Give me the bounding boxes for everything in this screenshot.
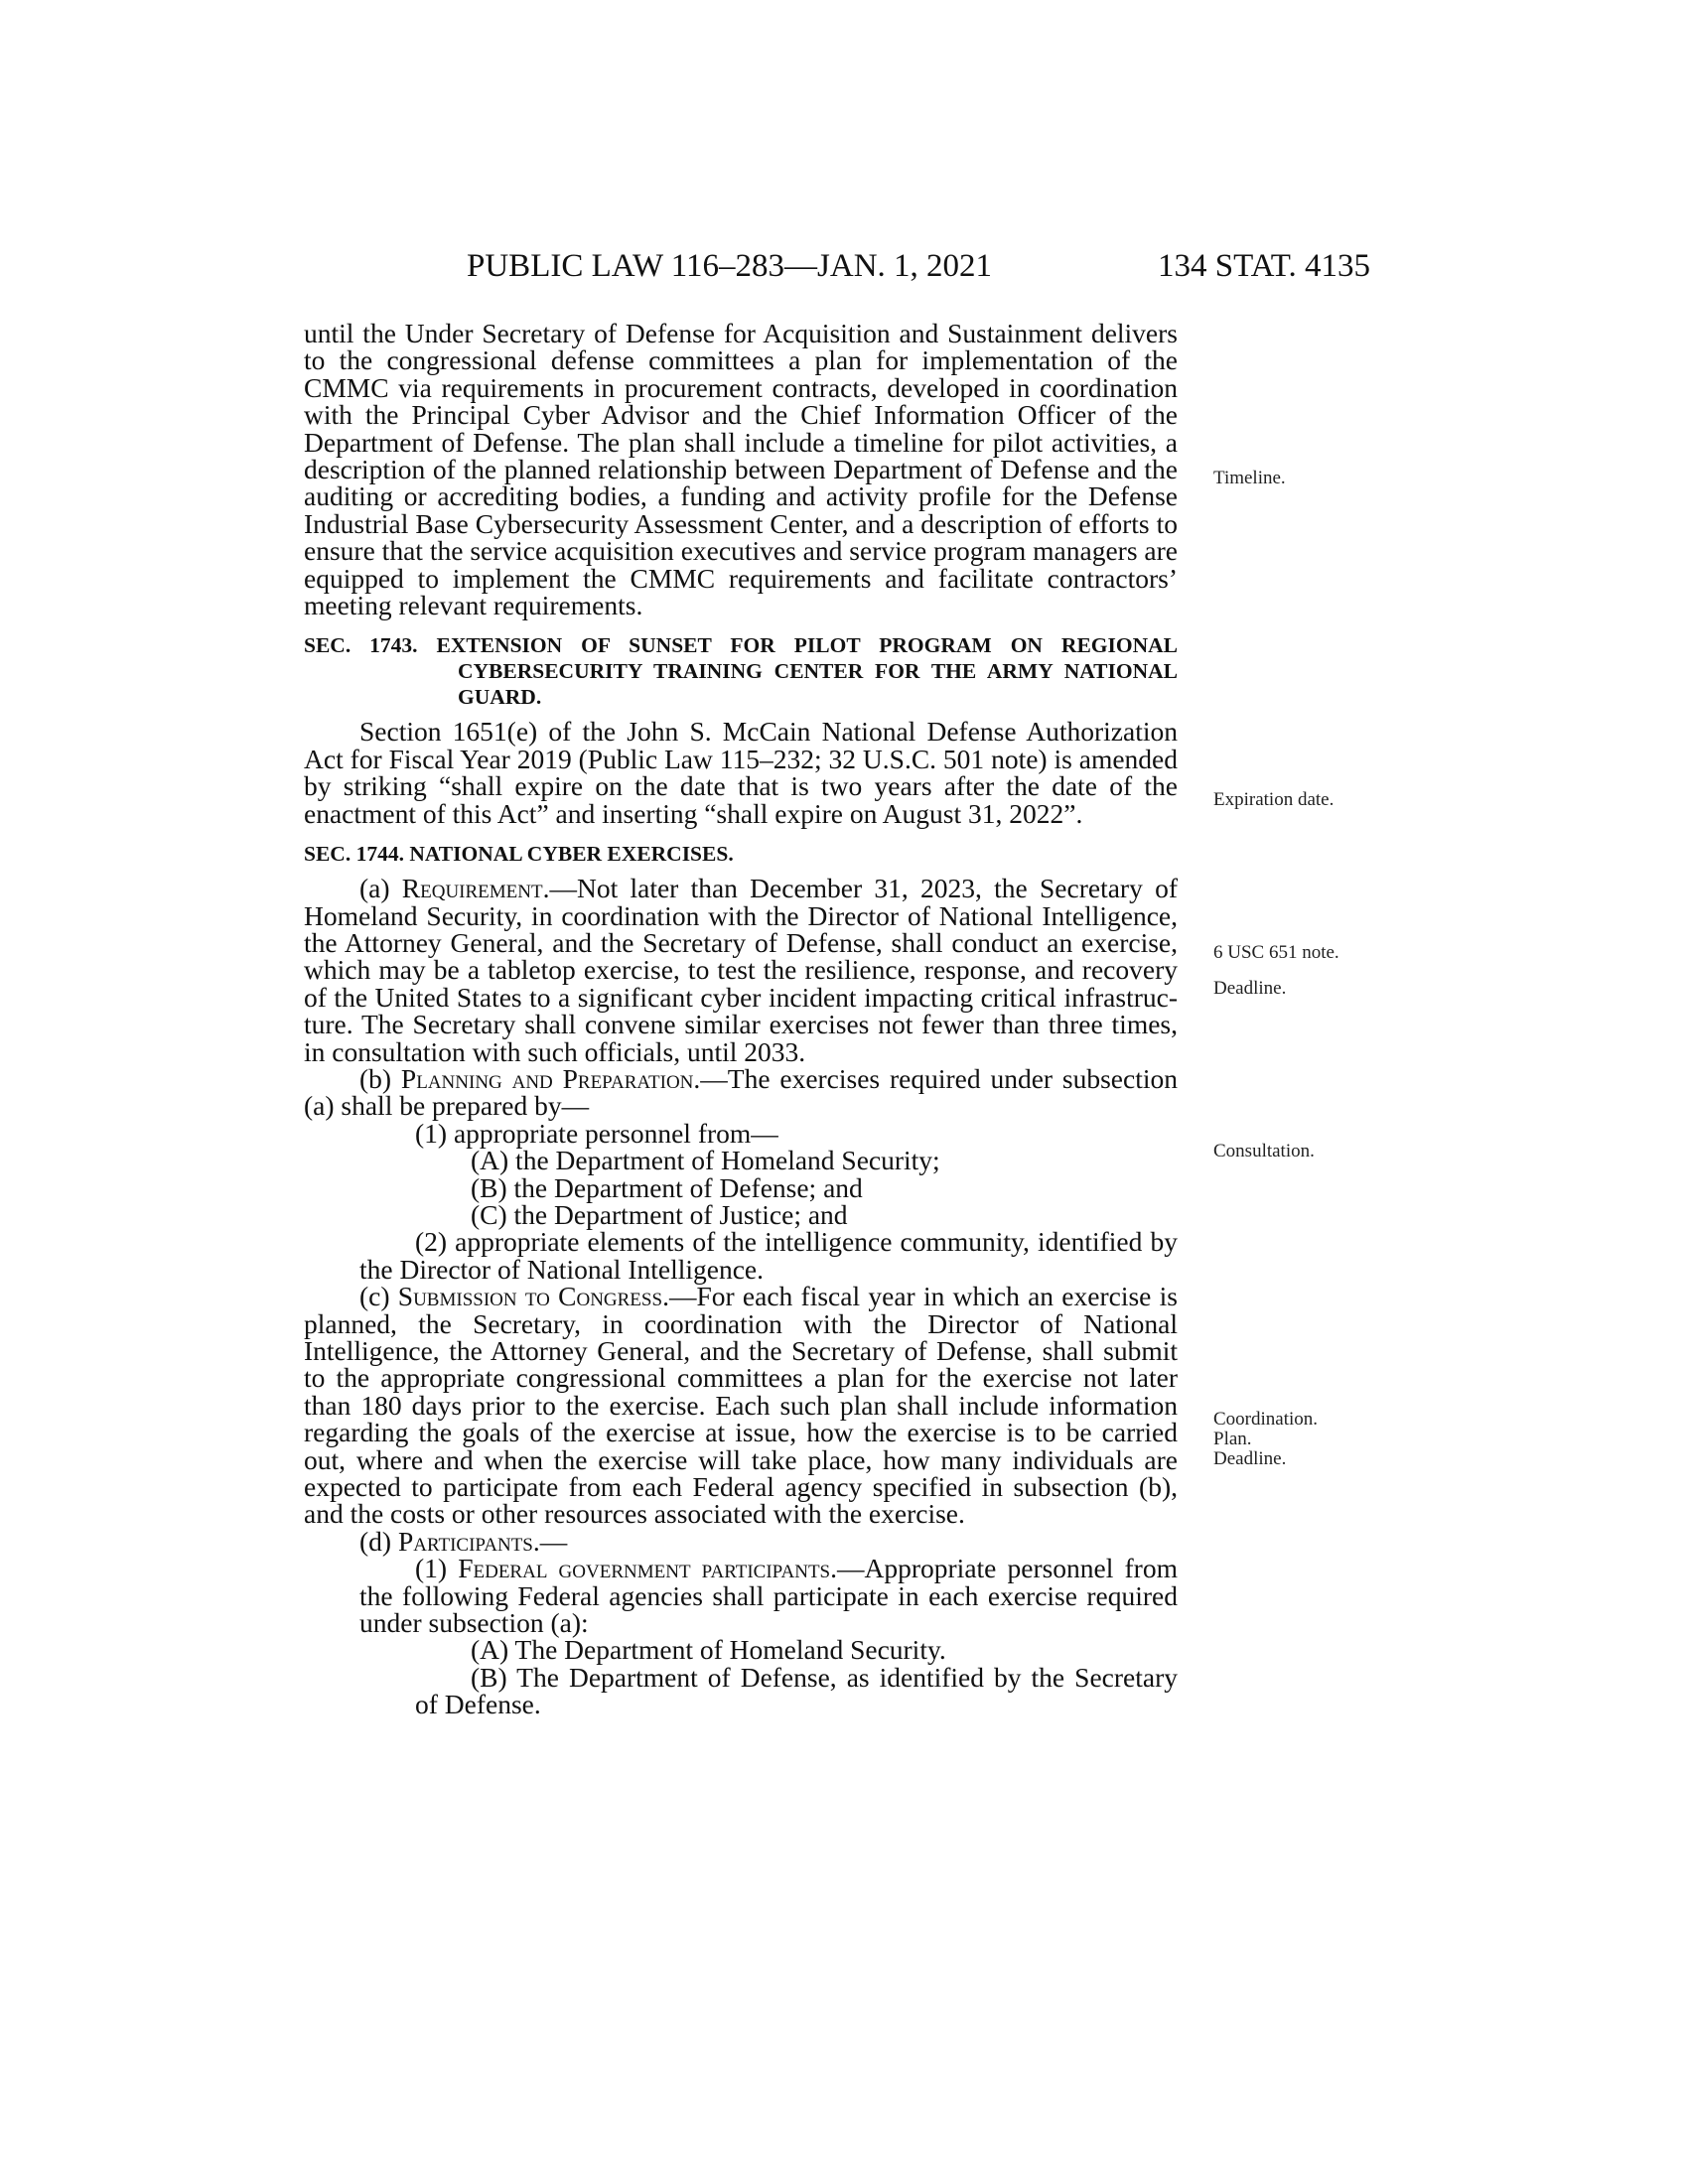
margin-note-consultation: Consultation. [1213, 1141, 1315, 1161]
page-header [467, 248, 1370, 288]
paragraph-b1b: (B) the Department of Defense; and [471, 1171, 863, 1203]
margin-note-usc: 6 USC 651 note. [1213, 942, 1339, 963]
paragraph-d1-text: .—Appropriate personnel from the following Federal agencies shall participate in each exercise required under subsection (a): [359, 1553, 1178, 1639]
paragraph-b1a: (A) the Department of Homeland Security; [471, 1145, 940, 1176]
subsection-d [304, 1525, 1178, 1557]
subsection-d-heading: Participants [397, 1525, 533, 1557]
subsection-d-label: (d) [359, 1525, 398, 1557]
margin-note-timeline: Timeline. [1213, 468, 1286, 488]
paragraph-b2: (2) appropriate elements of the intelligence community, identified by the Director of National Intelligence. [359, 1226, 1178, 1285]
section-1744-heading: SEC. 1744. NATIONAL CYBER EXERCISES. [304, 842, 734, 867]
subsection-b [304, 1062, 1178, 1122]
subsection-a-text: .—Not later than December 31, 2023, the Secretary of Homeland Security, in coordination with the Director of National Intelligence, the Attorney General, and the Secretary of Defense, shall conduct an exercise, which may be a tabletop exercise, to test the resilience, response, and recovery of the United States to a significant cyber incident impacting critical infrastructure. The Secretary shall convene similar exercises not fewer than three times, in consultation with such officials, until 2033. [304, 873, 1178, 1067]
subsection-d-text: .— [532, 1525, 568, 1557]
subsection-b-heading: Planning and Preparation [400, 1062, 694, 1094]
margin-note-coordination: Coordination. [1213, 1409, 1319, 1430]
subsection-a [304, 875, 1178, 1065]
subsection-a-heading: Requirement [401, 873, 543, 904]
subsection-c-heading: Submission to Congress [397, 1281, 663, 1312]
paragraph-d1b: (B) The Department of Defense, as identified by the Secretary of Defense. [415, 1661, 1178, 1720]
subsection-c-label: (c) [359, 1281, 398, 1312]
paragraph-d1-heading: Federal government participants [458, 1553, 831, 1584]
subsection-b-label: (b) [359, 1062, 401, 1094]
paragraph-b1c: (C) the Department of Justice; and [471, 1198, 848, 1230]
margin-note-plan: Plan. [1213, 1429, 1252, 1449]
paragraph-d1a: (A) The Department of Homeland Security. [471, 1634, 946, 1666]
stat-page-number: 134 STAT. 4135 [1157, 248, 1370, 284]
paragraph-b1: (1) appropriate personnel from— [415, 1117, 778, 1149]
margin-note-expiration-date: Expiration date. [1213, 789, 1335, 810]
margin-note-deadline: Deadline. [1213, 978, 1287, 999]
intro-paragraph: until the Under Secretary of Defense for Acquisition and Sustainment delivers to the congressional defense committees a plan for implementation of the CMMC via requirements in procurement contracts, developed in coordination with the Principal Cyber Advisor and the Chief Information Officer of the Department of Defense. The plan shall include a timeline for pilot activities, a description of the planned relationship between Department of Defense and the auditing or accrediting bodies, a funding and activity profile for the Defense Industrial Base Cybersecurity Assessment Center, and a description of efforts to ensure that the service acquisition executives and service program managers are equipped to implement the CMMC requirements and facilitate contractors’ meeting relevant requirements. [304, 318, 1178, 621]
section-1743-heading: SEC. 1743. EXTENSION OF SUNSET FOR PILOT PROGRAM ON REGIONAL CYBERSECURITY TRAINING CENTER FOR THE ARMY NATIONAL GUARD. [304, 633, 1178, 710]
paragraph-d1 [304, 1553, 1178, 1639]
subsection-a-label: (a) [359, 873, 402, 904]
subsection-b-text: .—The exercises required under subsection (a) shall be prepared by— [304, 1062, 1178, 1122]
body-text [304, 320, 1178, 1718]
public-law-title: PUBLIC LAW 116–283—JAN. 1, 2021 [467, 248, 993, 284]
subsection-c-text: .—For each fiscal year in which an exercise is planned, the Secretary, in coordination with the Director of National Intelligence, the Attorney General, and the Secretary of Defense, shall submit to the appropriate congressional committees a plan for the exercise not later than 180 days prior to the exercise. Each such plan shall include information regarding the goals of the exercise at issue, how the exercise is to be carried out, where and when the exercise will take place, how many individuals are expected to participate from each Federal agency specified in subsection (b), and the costs or other resources associated with the exercise. [304, 1281, 1178, 1530]
paragraph-d1-label: (1) [415, 1553, 459, 1584]
section-1743-body: Section 1651(e) of the John S. McCain National Defense Authorization Act for Fiscal Year 2019 (Public Law 115–232; 32 U.S.C. 501 note) is amended by striking “shall expire on the date that is two years after the date of the enactment of this Act” and inserting “shall expire on August 31, 2022”. [304, 716, 1178, 829]
margin-note-deadline-2: Deadline. [1213, 1448, 1287, 1469]
subsection-c [304, 1283, 1178, 1528]
